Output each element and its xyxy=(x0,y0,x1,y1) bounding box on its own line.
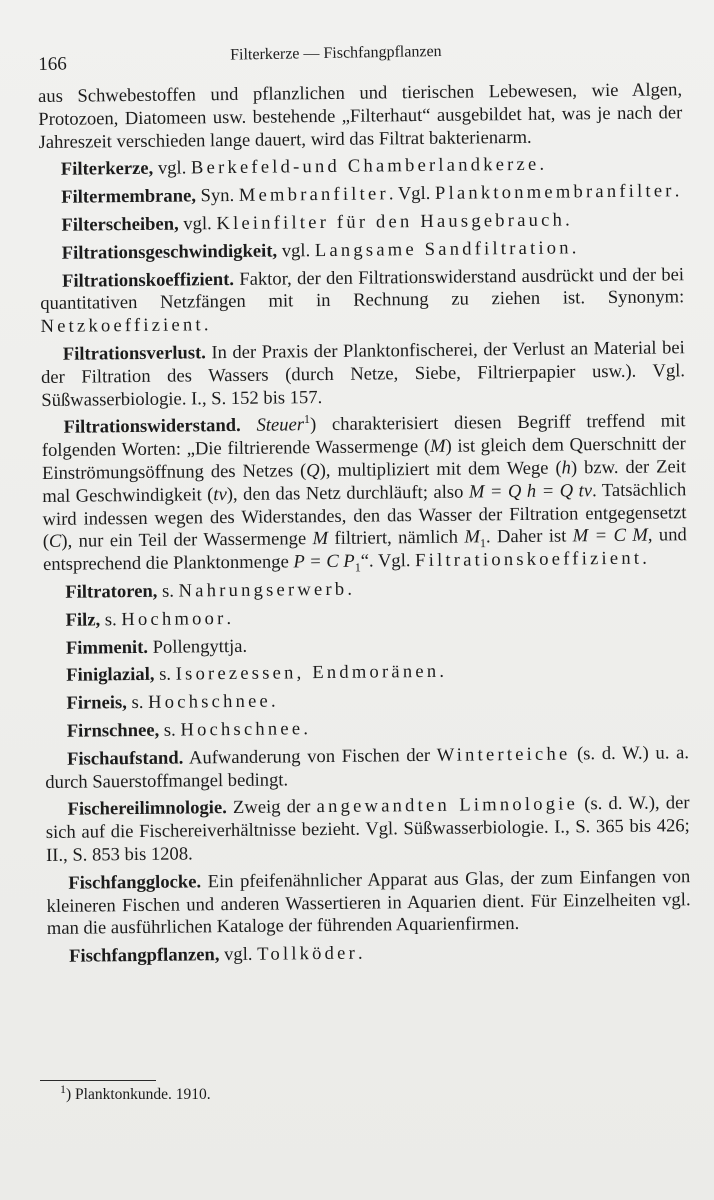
footnote-reference: 1 xyxy=(303,412,311,427)
cross-reference: angewandten Limnologie xyxy=(316,793,579,818)
entry-filtrationsverlust: Filtrationsverlust. In der Praxis der Planktonfischerei, der Verlust an Material bei der Filtration des Wassers (durch Netze, Siebe, Filtrierpapier usw.). Vgl. Süßwasserbiologie. I., S. 152 bis 157. xyxy=(40,337,686,411)
entry-fimmenit: Fimmenit. Pollengyttja. xyxy=(65,635,248,659)
entry-headword: Firnschnee, xyxy=(66,719,160,742)
continuation-paragraph: aus Schwebestoffen und pflanzlichen und tierischen Lebewesen, wie Algen, Protozoen, Diatomeen usw. bestehende „Filterhaut“ ausgebildet hat, was je nach der Jahreszeit verschieden lange dauert, wird das Filtrat bakterienarm. xyxy=(38,79,683,153)
formula-symbol: M xyxy=(312,528,329,550)
cross-reference: Hochschnee xyxy=(147,690,272,714)
cross-reference: Berkefeld-und Chamberlandkerze xyxy=(190,154,540,179)
entry-headword: Fischereilimnologie. xyxy=(67,797,227,821)
entry-filz: Filz, s. Hochmoor. xyxy=(65,607,232,631)
entry-headword: Filterkerze, xyxy=(60,158,154,181)
formula: M = C M xyxy=(572,524,648,547)
entry-firnschnee: Firnschnee, s. Hochschnee. xyxy=(66,718,309,742)
formula-symbol: tv xyxy=(213,483,227,505)
formula-symbol: C xyxy=(48,531,62,553)
entry-fischaufstand: Fischaufstand. Aufwanderung von Fischen der Winterteiche (s. d. W.) u. a. durch Sauerstoffmangel bedingt. xyxy=(45,741,690,793)
cross-reference: Membranfilter xyxy=(238,183,389,207)
cross-reference: Hochschnee xyxy=(180,718,304,741)
entry-headword: Filtrationsverlust. xyxy=(62,342,206,365)
entry-filtrationsgeschwindigkeit: Filtrationsgeschwindigkeit, vgl. Langsame Sandfiltration. xyxy=(61,237,577,264)
entry-filterscheiben: Filterscheiben, vgl. Kleinfilter für den Hausgebrauch. xyxy=(61,209,570,236)
cross-reference: Langsame Sandfiltration xyxy=(314,237,572,261)
entry-firneis: Firneis, s. Hochschnee. xyxy=(66,690,276,714)
entry-headword: Firneis, xyxy=(66,692,127,714)
entry-headword: Fimmenit. xyxy=(65,636,149,659)
entry-fischereilimnologie: Fischereilimnologie. Zweig der angewandten Limnologie (s. d. W.), der sich auf die Fischereiverhältnisse bezieht. Vgl. Süßwasserbiologie. I., S. 365 bis 426; II., S. 853 bis 1208. xyxy=(45,792,690,866)
entry-headword: Filtrationswiderstand. xyxy=(63,415,241,439)
footnote-rule xyxy=(40,1080,156,1081)
entry-headword: Fischaufstand. xyxy=(66,747,184,770)
entry-headword: Filz, xyxy=(65,609,101,631)
formula-symbol: h xyxy=(561,457,572,479)
page-header xyxy=(38,37,678,78)
formula-symbol: Q xyxy=(306,460,320,482)
cross-reference: Planktonmembranfilter xyxy=(434,180,675,205)
entry-headword: Fischfangglocke. xyxy=(68,871,202,894)
entry-finiglazial: Finiglazial, s. Isorezessen, Endmoränen. xyxy=(66,661,445,687)
page-number: 166 xyxy=(38,53,67,75)
entry-filterkerze: Filterkerze, vgl. Berkefeld-und Chamberlandkerze. xyxy=(60,154,545,181)
cross-reference: Tollköder xyxy=(257,942,359,965)
entry-headword: Filtratoren, xyxy=(65,580,158,603)
author-name: Steuer xyxy=(256,414,305,437)
entry-fischfangpflanzen: Fischfangpflanzen, vgl. Tollköder. xyxy=(69,942,363,967)
entry-filtratoren: Filtratoren, s. Nahrungserwerb. xyxy=(65,578,353,603)
entry-headword: Fischfangpflanzen, xyxy=(69,944,220,967)
running-head: Filterkerze — Fischfangpflanzen xyxy=(230,42,442,64)
cross-reference: Hochmoor xyxy=(121,607,227,630)
entry-filtrationswiderstand: Filtrationswiderstand. Steuer$^1$) charakterisiert diesen Begriff treffend mit folgenden Worten: „Die filtrierende Wassermenge (M) ist gleich dem Querschnitt der Einströmungsöffnung des Netzes (Q), multipliziert mit dem Wege (h) bzw. der Zeit mal Geschwindigkeit (tv), den das Netz durchläuft; also M = Q h = Q tv. Tatsächlich wird indessen wegen des Widerstandes, den das Wasser der Filtration entgegensetzt (C), nur ein Teil der Wassermenge M filtriert, nämlich $M_1$. Daher ist M = C M, und entsprechend die Planktonmenge P = C $P_1“$. Vgl. Filtrationskoeffizient. xyxy=(41,410,687,576)
entry-fischfangglocke: Fischfangglocke. Ein pfeifenähnlicher Apparat aus Glas, der zum Einfangen von kleineren Fischen und anderen Wassertieren in Aquarien dient. Für Einzelheiten vgl. man die ausführlichen Kataloge der führenden Aquarienfirmen. xyxy=(46,865,691,940)
formula: P = C P xyxy=(293,550,355,573)
entry-headword: Filtermembrane, xyxy=(61,185,197,208)
footnote xyxy=(60,1081,211,1104)
cross-reference: Filtrationskoeffizient xyxy=(415,547,643,572)
entry-filtermembrane: Filtermembrane, Syn. Membranfilter. Vgl. Planktonmembranfilter. xyxy=(61,180,680,208)
entry-headword: Filtrationskoeffizient. xyxy=(61,268,235,292)
formula-symbol: M xyxy=(429,435,446,458)
cross-reference: Winterteiche xyxy=(436,743,571,766)
entry-headword: Filtrationsgeschwindigkeit, xyxy=(61,240,278,264)
footnote-text: ) Planktonkunde. 1910. xyxy=(66,1086,211,1103)
entry-headword: Filterscheiben, xyxy=(61,213,179,236)
formula-subscript: 1 xyxy=(479,536,487,551)
cross-reference: Netzkoeffizient xyxy=(40,314,204,338)
entry-filtrationskoeffizient: Filtrationskoeffizient. Faktor, der den Filtrationswiderstand ausdrückt und der bei quantitativen Netzfängen mit in Rechnung zu ziehen ist. Synonym: Netzkoeffizient. xyxy=(40,263,685,338)
footnote-marker: 1 xyxy=(60,1081,66,1096)
cross-reference: Kleinfilter für den Hausgebrauch xyxy=(216,209,566,235)
formula: M = Q h = Q tv xyxy=(468,479,593,503)
cross-reference: Isorezessen, Endmoränen xyxy=(175,661,440,685)
cross-reference: Nahrungserwerb xyxy=(178,578,348,602)
formula-symbol: M xyxy=(464,526,481,548)
entry-headword: Finiglazial, xyxy=(66,664,155,687)
dictionary-body xyxy=(38,79,691,974)
formula-subscript: 1 xyxy=(354,560,361,575)
